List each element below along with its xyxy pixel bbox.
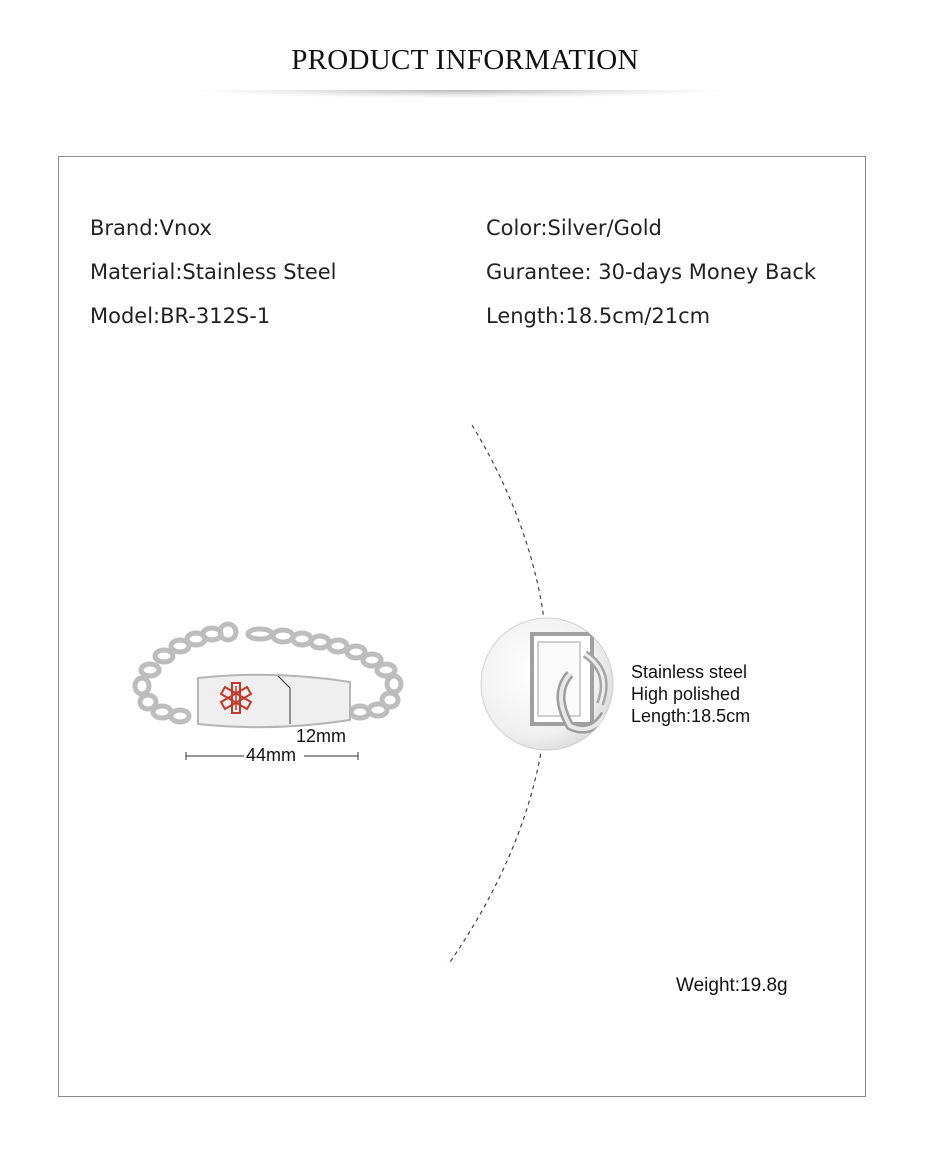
spec-material: Material:Stainless Steel (90, 260, 337, 284)
closeup-detail-image (480, 614, 615, 754)
dimension-width-label: 44mm (246, 745, 297, 765)
spec-model: Model:BR-312S-1 (90, 304, 271, 328)
page-title: PRODUCT INFORMATION (291, 44, 639, 76)
title-shadow-divider (195, 90, 725, 98)
spec-brand: Brand:Vnox (90, 216, 212, 240)
feature-finish: High polished (631, 684, 741, 704)
spec-guarantee: Gurantee: 30-days Money Back (486, 260, 817, 284)
dimension-height-label: 12mm (296, 726, 347, 746)
spec-length: Length:18.5cm/21cm (486, 304, 711, 328)
feature-material: Stainless steel (631, 662, 748, 682)
spec-color: Color:Silver/Gold (486, 216, 662, 240)
weight-label: Weight:19.8g (676, 975, 788, 996)
feature-length: Length:18.5cm (631, 706, 751, 726)
